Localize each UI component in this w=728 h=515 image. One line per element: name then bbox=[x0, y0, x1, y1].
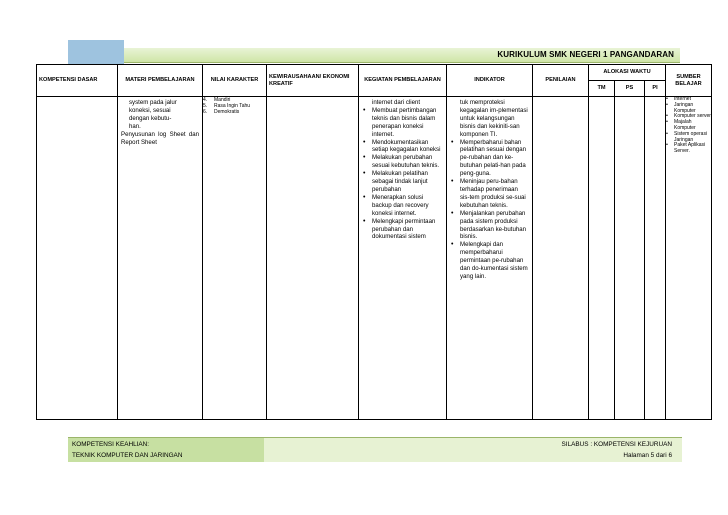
header-kegiatan: KEGIATAN PEMBELAJARAN bbox=[359, 65, 447, 97]
materi-line: koneksi, sesuai bbox=[129, 106, 171, 114]
list-item: • Sistem operasi Jaringan bbox=[666, 132, 711, 144]
kegiatan-list bbox=[362, 107, 443, 241]
footer-left-panel bbox=[68, 438, 264, 462]
materi-cell bbox=[118, 97, 203, 420]
header-kompetensi-dasar: KOMPETENSI DASAR bbox=[37, 65, 118, 97]
kegiatan-cell bbox=[359, 97, 447, 420]
list-item: • Komputer server bbox=[666, 114, 711, 120]
list-item: • Membuat pertimbangan teknis dan bisnis dalam penerapan koneksi internet. bbox=[362, 107, 443, 139]
list-item: • Paket Aplikasi Server. bbox=[666, 143, 711, 155]
sumber-cell bbox=[666, 97, 712, 420]
page-title: KURIKULUM SMK NEGERI 1 PANGANDARAN bbox=[497, 50, 674, 59]
list-item: 4. Mandiri bbox=[203, 97, 231, 103]
list-item: • Melakukan perubahan sesuai kebutuhan teknis. bbox=[362, 154, 443, 170]
page-footer bbox=[68, 437, 682, 462]
footer-kompetensi-label: KOMPETENSI KEAHLIAN: bbox=[72, 441, 150, 448]
header-nilai-karakter: NILAI KARAKTER bbox=[203, 65, 267, 97]
sumber-list bbox=[666, 97, 711, 155]
header-penilaian: PENILAIAN bbox=[533, 65, 589, 97]
indikator-cell bbox=[447, 97, 533, 420]
list-item: • Mendokumentasikan setiap kegagalan koneksi bbox=[362, 139, 443, 155]
syllabus-table bbox=[36, 64, 712, 420]
kompetensi-dasar-cell bbox=[37, 97, 118, 420]
tm-cell bbox=[589, 97, 615, 420]
header-tm: TM bbox=[589, 81, 615, 97]
list-item: • Meninjau peru-bahan terhadap penerimaan sis-tem produksi se-suai kebutuhan teknis. bbox=[450, 178, 529, 210]
header-alokasi-waktu: ALOKASI WAKTU bbox=[589, 65, 666, 81]
list-item: • Majalah Komputer bbox=[666, 120, 711, 132]
list-item: • Memperbaharui bahan pelatihan sesuai dengan pe-rubahan dan ke-butuhan pelati-han pada peng-guna. bbox=[450, 139, 529, 179]
footer-silabus: SILABUS : KOMPETENSI KEJURUAN bbox=[561, 441, 672, 448]
indikator-lead: tuk memproteksi kegagalan im-plementasi untuk kelangsungan bisnis dan kekiniti-san komponen TI. bbox=[460, 99, 528, 138]
materi-item: Penyusunan log Sheet dan Report Sheet bbox=[121, 130, 199, 146]
header-pi: PI bbox=[645, 81, 666, 97]
footer-right-panel bbox=[264, 438, 682, 462]
header-sumber-belajar: SUMBER BELAJAR bbox=[666, 65, 712, 97]
list-item: • Internet bbox=[666, 97, 711, 103]
banner-accent bbox=[68, 40, 124, 64]
list-item: • Melengkapi permintaan perubahan dan dokumentasi sistem bbox=[362, 218, 443, 242]
header-indikator: INDIKATOR bbox=[447, 65, 533, 97]
list-item: • Jaringan Komputer bbox=[666, 103, 711, 115]
ps-cell bbox=[615, 97, 645, 420]
list-item: 6. Demokratis bbox=[203, 109, 240, 115]
list-item: 5. Rasa Ingin Tahu bbox=[203, 103, 251, 109]
header-materi: MATERI PEMBELAJARAN bbox=[118, 65, 203, 97]
materi-line: han. bbox=[129, 122, 141, 130]
materi-line: dengan kebutu- bbox=[129, 114, 172, 122]
list-item: • Melakukan pelatihan sebagai tindak lanjut perubahan bbox=[362, 170, 443, 194]
list-item: • Melengkapi dan memperbaharui permintaan pe-rubahan dan do-kumentasi sistem yang lain. bbox=[450, 241, 529, 281]
list-item: • Menjalankan perubahan pada sistem produksi berdasarkan ke-butuhan bisnis. bbox=[450, 210, 529, 242]
footer-kompetensi-value: TEKNIK KOMPUTER DAN JARINGAN bbox=[72, 452, 183, 459]
indikator-list bbox=[450, 139, 529, 281]
materi-line: system pada jalur bbox=[129, 99, 177, 106]
nilai-karakter-cell bbox=[203, 97, 267, 420]
penilaian-cell bbox=[533, 97, 589, 420]
pi-cell bbox=[645, 97, 666, 420]
header-ps: PS bbox=[615, 81, 645, 97]
nilai-karakter-list bbox=[203, 97, 266, 115]
header-kewirausahaan: KEWIRAUSAHAAN/ EKONOMI KREATIF bbox=[267, 65, 359, 97]
list-item: • Menerapkan solusi backup dan recovery koneksi internet. bbox=[362, 194, 443, 218]
footer-page-number: Halaman 5 dari 6 bbox=[623, 452, 672, 459]
kewirausahaan-cell bbox=[267, 97, 359, 420]
kegiatan-lead: internet dari client bbox=[372, 99, 421, 106]
